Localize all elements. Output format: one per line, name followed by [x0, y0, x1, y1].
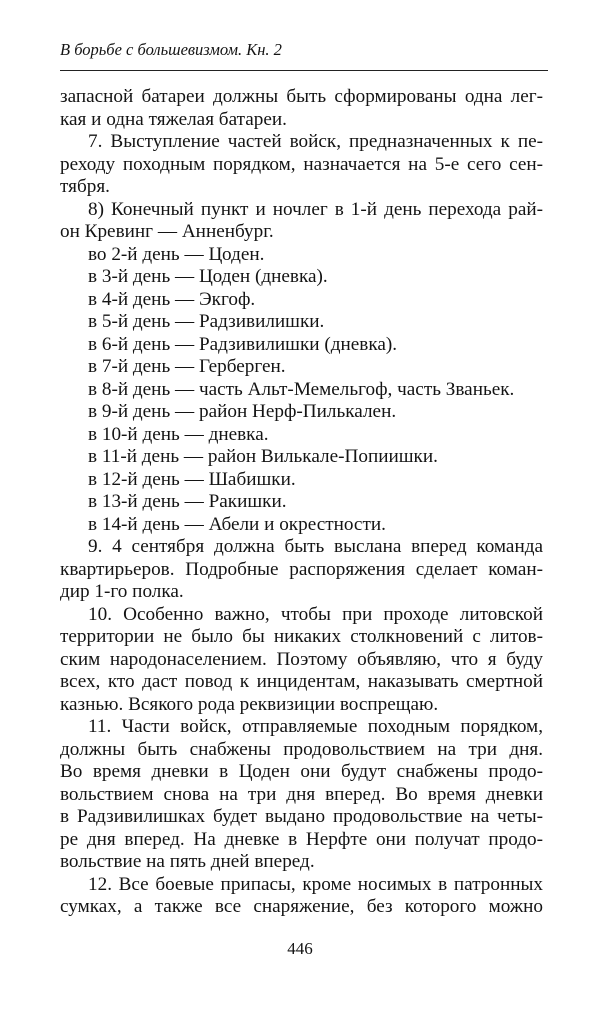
text-line: всех, кто даст повод к инцидентам, наказывать смертной: [60, 671, 543, 692]
text-line: 9. 4 сентября должна быть выслана вперед команда: [88, 536, 543, 557]
text-line: запасной батареи должны быть сформированы одна лег-: [60, 86, 543, 107]
text-line: вольствием снова на три дня вперед. Во время дневки: [60, 783, 543, 805]
text-line: в 11-й день — район Вилькале-Попиишки.: [88, 446, 438, 467]
text-line: территории не было бы никаких столкновений с литов-: [60, 626, 543, 647]
text-line: казнью. Всякого рода реквизиции воспрещаю.: [60, 693, 439, 715]
text-line: он Кревинг — Анненбург.: [60, 221, 274, 242]
text-line: 8) Конечный пункт и ночлег в 1-й день перехода рай-: [88, 198, 543, 220]
text-line: во 2-й день — Цоден.: [88, 243, 265, 265]
text-line: 10. Особенно важно, чтобы при проходе литовской: [88, 603, 543, 625]
text-line: дир 1-го полка.: [60, 581, 184, 602]
text-line: в 9-й день — район Нерф-Пилькален.: [88, 401, 397, 422]
text-line: в Радзивилишках будет выдано продовольствие на четы-: [60, 806, 543, 827]
text-line: в 12-й день — Шабишки.: [88, 468, 296, 490]
text-line: в 14-й день — Абели и окрестности.: [88, 513, 386, 535]
text-line: ским народонаселением. Поэтому объявляю, что я буду: [60, 648, 543, 670]
text-line: в 13-й день — Ракишки.: [88, 491, 287, 512]
text-line: вольствие на пять дней вперед.: [60, 851, 315, 872]
text-line: сумках, а также все снаряжение, без которого можно: [60, 896, 543, 917]
text-line: ре дня вперед. На дневке в Нерфте они получат продо-: [60, 828, 543, 850]
text-line: Во время дневки в Цоден они будут снабжены продо-: [60, 761, 543, 782]
text-line: реходу походным порядком, назначается на 5-е сего сен-: [60, 153, 543, 175]
text-line: в 4-й день — Экгоф.: [88, 288, 256, 310]
text-line: кая и одна тяжелая батареи.: [60, 108, 287, 130]
page-number: 446: [287, 939, 313, 958]
text-line: 12. Все боевые припасы, кроме носимых в патронных: [88, 873, 543, 895]
text-line: 7. Выступление частей войск, предназначенных к пе-: [88, 131, 543, 152]
running-header: В борьбе с большевизмом. Кн. 2: [60, 40, 282, 59]
text-line: квартирьеров. Подробные распоряжения сделает коман-: [60, 558, 543, 580]
text-line: в 10-й день — дневка.: [88, 423, 269, 445]
text-line: в 3-й день — Цоден (дневка).: [88, 266, 328, 287]
text-line: в 7-й день — Герберген.: [88, 356, 286, 377]
header-rule: [60, 70, 548, 71]
text-line: тября.: [60, 176, 110, 197]
text-line: в 5-й день — Радзивилишки.: [88, 311, 325, 332]
text-line: в 6-й день — Радзивилишки (дневка).: [88, 333, 398, 355]
text-line: 11. Части войск, отправляемые походным порядком,: [88, 716, 543, 737]
text-line: в 8-й день — часть Альт-Мемельгоф, часть Званьек.: [88, 378, 515, 400]
text-line: должны быть снабжены продовольствием на три дня.: [60, 738, 543, 760]
body-text: [60, 86, 543, 919]
